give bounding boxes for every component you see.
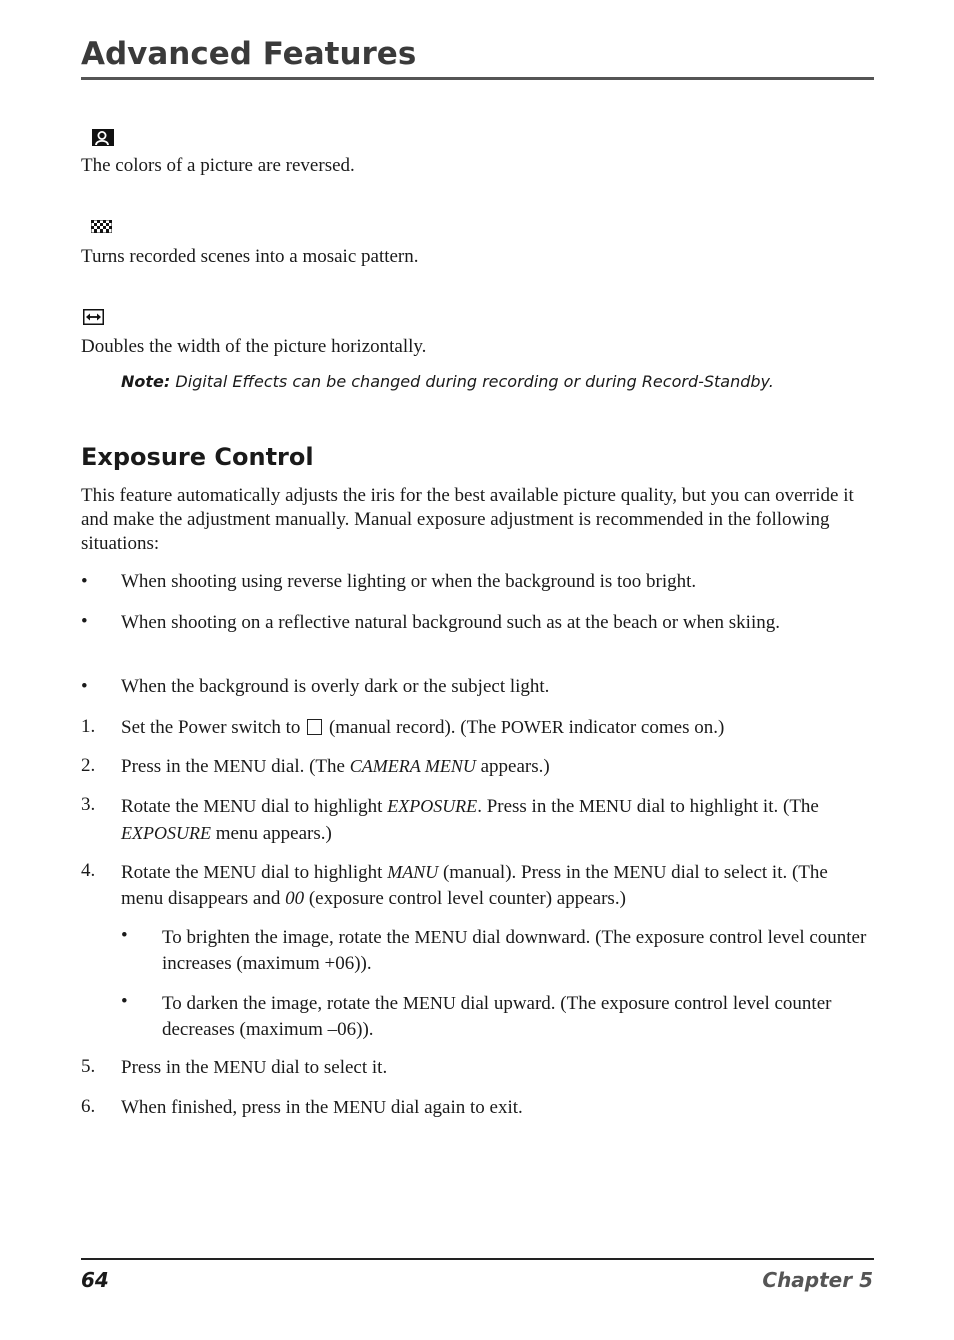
chapter-label: Chapter 5 <box>762 1268 873 1292</box>
bullet-marker: • <box>81 571 88 592</box>
step-text: Press in the MENU dial to select it. <box>121 1057 388 1078</box>
header-divider <box>81 77 874 80</box>
step-text: Set the Power switch to (manual record). (The POWER indicator comes on.) <box>121 717 725 738</box>
sub-bullet-text: To darken the image, rotate the MENU dial upward. (The exposure control level counter decreases (maximum –06)). <box>162 993 832 1040</box>
page-number: 64 <box>81 1268 109 1292</box>
step-text: When finished, press in the MENU dial again to exit. <box>121 1097 523 1118</box>
step-text: Rotate the MENU dial to highlight EXPOSURE. Press in the MENU dial to highlight it. (The EXPOSURE menu appears.) <box>121 796 819 844</box>
section-intro: This feature automatically adjusts the iris for the best available picture quality, but you can override it and make the adjustment manually. Manual exposure adjustment is recommended in the following situations: <box>81 485 854 554</box>
bullet-marker: • <box>121 925 128 946</box>
negative-effect-icon <box>92 129 114 146</box>
effect-description: Doubles the width of the picture horizontally. <box>81 336 427 357</box>
step-number: 2. <box>81 755 96 776</box>
step-number: 5. <box>81 1056 96 1077</box>
mosaic-effect-icon <box>91 220 112 233</box>
note-text: Digital Effects can be changed during recording or during Record-Standby. <box>175 372 774 391</box>
step-number: 1. <box>81 716 96 737</box>
sub-bullet-text: To brighten the image, rotate the MENU dial downward. (The exposure control level counter increases (maximum +06)). <box>162 927 867 974</box>
section-heading: Exposure Control <box>81 443 314 471</box>
step-number: 3. <box>81 794 96 815</box>
note-label: Note: <box>121 372 171 391</box>
effect-description: Turns recorded scenes into a mosaic pattern. <box>81 246 419 267</box>
bullet-text: When the background is overly dark or the subject light. <box>121 676 550 697</box>
manual-record-box-icon <box>307 719 322 735</box>
step-number: 4. <box>81 860 96 881</box>
step-number: 6. <box>81 1096 96 1117</box>
bullet-text: When shooting using reverse lighting or when the background is too bright. <box>121 571 697 592</box>
bullet-text: When shooting on a reflective natural background such as at the beach or when skiing. <box>121 612 780 633</box>
step-text: Rotate the MENU dial to highlight MANU (manual). Press in the MENU dial to select it. (The menu disappears and 00 (exposure control level counter) appears.) <box>121 862 828 909</box>
bullet-marker: • <box>81 676 88 697</box>
stretch-effect-icon <box>83 309 104 325</box>
effect-description: The colors of a picture are reversed. <box>81 155 355 176</box>
note <box>121 372 774 391</box>
bullet-marker: • <box>121 991 128 1012</box>
footer-divider <box>81 1258 874 1260</box>
page-title: Advanced Features <box>81 36 417 72</box>
step-text: Press in the MENU dial. (The CAMERA MENU appears.) <box>121 756 550 777</box>
bullet-marker: • <box>81 611 88 632</box>
